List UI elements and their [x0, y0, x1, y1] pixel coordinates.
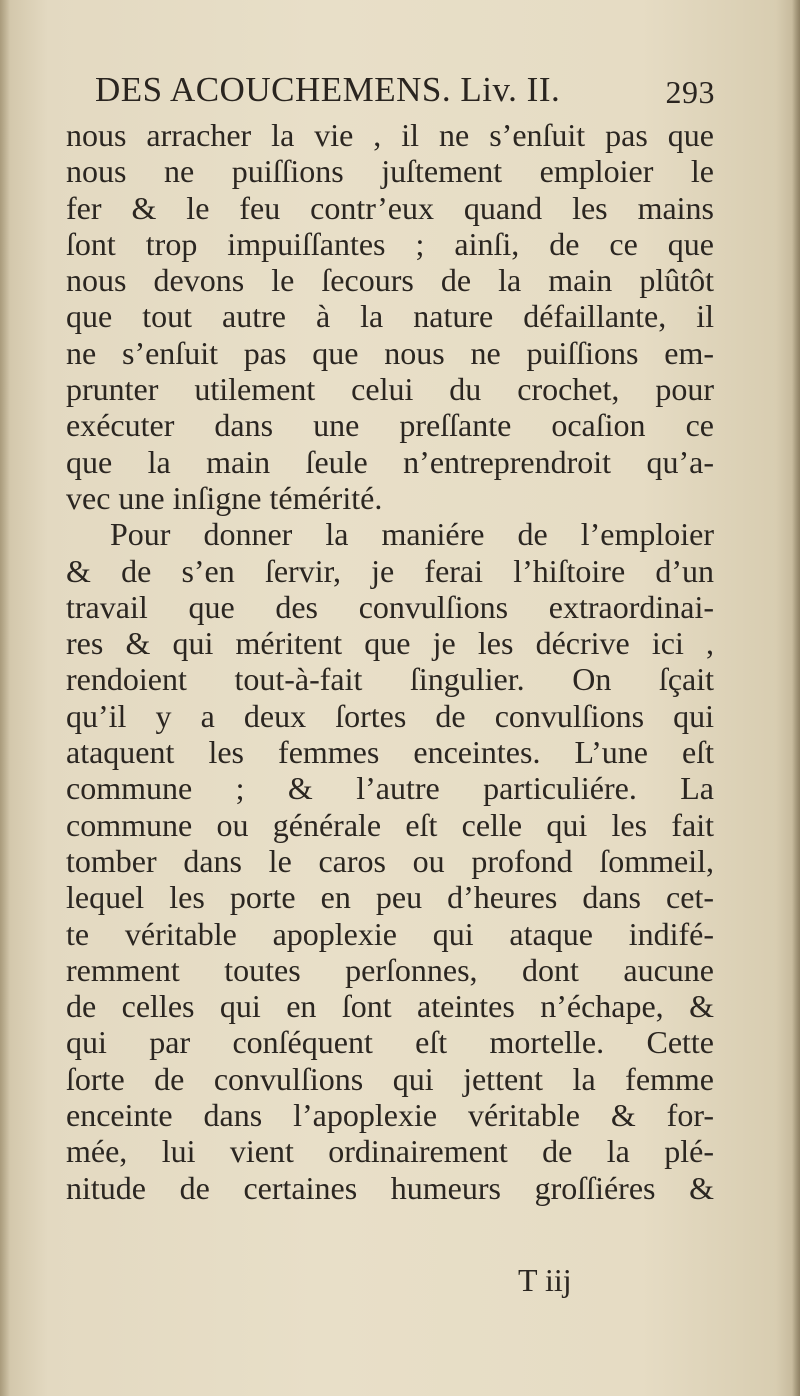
text-line: & de s’en ſervir, je ferai l’hiſtoire d’un	[66, 552, 714, 589]
paragraph-2	[66, 516, 714, 1206]
text-line: tomber dans le caros ou profond ſommeil,	[66, 842, 714, 879]
text-line: que la main ſeule n’entreprendroit qu’a-	[66, 443, 714, 480]
text-line: remment toutes perſonnes, dont aucune	[66, 951, 714, 988]
text-line: enceinte dans l’apoplexie véritable & for-	[66, 1097, 714, 1134]
text-line: prunter utilement celui du crochet, pour	[66, 371, 714, 408]
text-line: commune ; & l’autre particuliére. La	[66, 770, 714, 807]
text-line: fer & le feu contr’eux quand les mains	[66, 189, 714, 226]
text-line: mée, lui vient ordinairement de la plé-	[66, 1133, 714, 1170]
running-title: DES ACOUCHEMENS. Liv. II.	[95, 70, 561, 109]
page-footer	[518, 1262, 572, 1299]
text-line: commune ou générale eſt celle qui les fait	[66, 806, 714, 843]
text-line: res & qui méritent que je les décrive ici ,	[66, 625, 714, 662]
text-line: ſont trop impuiſſantes ; ainſi, de ce que	[66, 225, 714, 262]
text-line: te véritable apoplexie qui ataque indifé-	[66, 915, 714, 952]
page-left-edge	[0, 0, 10, 1396]
text-line: qu’il y a deux ſortes de convulſions qui	[66, 697, 714, 734]
text-line: Pour donner la maniére de l’emploier	[110, 516, 714, 553]
text-line: ne s’enſuit pas que nous ne puiſſions em-	[66, 334, 714, 371]
text-line: nous ne puiſſions juſtement emploier le	[66, 153, 714, 190]
text-line: nous devons le ſecours de la main plûtôt	[66, 262, 714, 299]
text-line: exécuter dans une preſſante ocaſion ce	[66, 407, 714, 444]
text-line: rendoient tout-à-fait ſingulier. On ſçait	[66, 661, 714, 698]
text-line: nitude de certaines humeurs groſſiéres &	[66, 1169, 714, 1206]
text-line: vec une inſigne témérité.	[66, 479, 383, 516]
page-number: 293	[665, 74, 715, 110]
text-line: ataquent les femmes enceintes. L’une eſt	[66, 734, 714, 771]
page-header	[95, 70, 715, 114]
page-right-edge	[792, 0, 800, 1396]
text-line: lequel les porte en peu d’heures dans cet-	[66, 879, 714, 916]
body-text	[66, 117, 714, 1206]
text-line: nous arracher la vie , il ne s’enſuit pas que	[66, 117, 714, 153]
text-line: travail que des convulſions extraordinai-	[66, 588, 714, 625]
text-line: ſorte de convulſions qui jettent la femme	[66, 1060, 714, 1097]
text-line: que tout autre à la nature défaillante, il	[66, 298, 714, 335]
paragraph-1	[66, 117, 714, 516]
text-line: qui par conſéquent eſt mortelle. Cette	[66, 1024, 714, 1061]
text-line: de celles qui en ſont ateintes n’échape, &	[66, 988, 714, 1025]
signature-mark: T iij	[518, 1262, 572, 1298]
